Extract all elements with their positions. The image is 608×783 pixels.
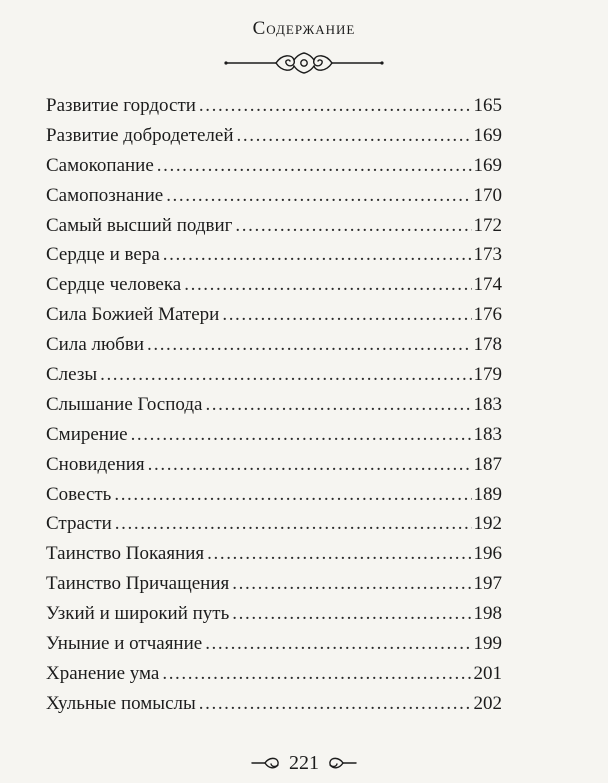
toc-entry-title: Самокопание <box>46 154 154 176</box>
toc-entry <box>46 181 502 211</box>
toc-dot-leader <box>222 300 471 330</box>
toc-entry-page: 189 <box>473 483 502 505</box>
toc-entry-page: 199 <box>473 633 502 655</box>
toc-entry <box>46 151 502 181</box>
page-footer <box>0 748 608 778</box>
toc-entry-page: 169 <box>473 124 502 146</box>
page-header-title: Содержание <box>252 18 356 39</box>
toc-entry <box>46 240 502 270</box>
toc-entry-title: Самопознание <box>46 184 164 206</box>
toc-entry <box>46 659 502 689</box>
toc-entry-title: Сновидения <box>46 453 145 475</box>
toc-entry-title: Таинство Покаяния <box>46 543 205 565</box>
toc-entry <box>46 629 502 659</box>
toc-entry-title: Хульные помыслы <box>46 692 196 714</box>
toc-entry-title: Совесть <box>46 483 112 505</box>
toc-dot-leader <box>115 509 472 539</box>
toc-entry-title: Развитие добродетелей <box>46 124 234 146</box>
toc-entry <box>46 300 502 330</box>
toc-dot-leader <box>205 629 471 659</box>
toc-entry <box>46 330 502 360</box>
toc-dot-leader <box>205 390 471 420</box>
toc-dot-leader <box>237 121 472 151</box>
toc-entry-page: 201 <box>473 662 502 684</box>
toc-entry <box>46 121 502 151</box>
toc-entry <box>46 480 502 510</box>
toc-entry-title: Сердце человека <box>46 274 182 296</box>
toc-entry-title: Слышание Господа <box>46 393 203 415</box>
toc-dot-leader <box>114 480 471 510</box>
toc-entry <box>46 211 502 241</box>
toc-entry-title: Самый высший подвиг <box>46 214 233 236</box>
toc-entry-title: Сердце и вера <box>46 244 160 266</box>
toc-dot-leader <box>207 539 471 569</box>
toc-dot-leader <box>147 330 472 360</box>
toc-dot-leader <box>131 420 472 450</box>
toc-entry-page: 183 <box>473 393 502 415</box>
toc-entry <box>46 360 502 390</box>
scroll-ornament-left-icon <box>251 756 281 770</box>
toc-entry-page: 178 <box>473 334 502 356</box>
toc-entry <box>46 420 502 450</box>
toc-entry <box>46 91 502 121</box>
toc-dot-leader <box>163 240 472 270</box>
toc-entry-page: 165 <box>473 95 502 116</box>
toc-entry <box>46 509 502 539</box>
toc-entry-page: 198 <box>473 603 502 625</box>
toc-entry <box>46 599 502 629</box>
toc-entry <box>46 450 502 480</box>
toc-entry-page: 197 <box>473 573 502 595</box>
toc-entry <box>46 270 502 300</box>
toc-entry <box>46 689 502 719</box>
toc-dot-leader <box>199 91 472 121</box>
toc-entry-title: Смирение <box>46 423 128 445</box>
toc-entry-page: 174 <box>473 274 502 296</box>
toc-dot-leader <box>184 270 471 300</box>
toc-entry-title: Сила любви <box>46 334 144 356</box>
toc-dot-leader <box>232 569 471 599</box>
page-number: 221 <box>289 751 319 774</box>
toc-entry-title: Уныние и отчаяние <box>46 633 203 655</box>
toc-entry-title: Развитие гордости <box>46 95 196 116</box>
toc-entry-page: 179 <box>473 364 502 386</box>
toc-entry-page: 169 <box>473 154 502 176</box>
toc-dot-leader <box>199 689 472 719</box>
toc-dot-leader <box>232 599 471 629</box>
scroll-ornament-right-icon <box>327 756 357 770</box>
toc-entry-page: 173 <box>473 244 502 266</box>
toc-dot-leader <box>157 151 472 181</box>
table-of-contents <box>46 91 502 719</box>
toc-entry-title: Хранение ума <box>46 662 160 684</box>
scroll-ornament-icon <box>224 50 384 76</box>
toc-entry-page: 202 <box>473 692 502 714</box>
toc-entry-title: Таинство Причащения <box>46 573 230 595</box>
toc-dot-leader <box>148 450 472 480</box>
toc-entry-page: 187 <box>473 453 502 475</box>
toc-entry-title: Страсти <box>46 513 112 535</box>
toc-entry-page: 183 <box>473 423 502 445</box>
toc-entry-title: Слезы <box>46 364 98 386</box>
toc-entry <box>46 390 502 420</box>
toc-entry-title: Сила Божией Матери <box>46 304 220 326</box>
toc-dot-leader <box>166 181 471 211</box>
toc-dot-leader <box>100 360 471 390</box>
toc-dot-leader <box>235 211 471 241</box>
toc-entry-title: Узкий и широкий путь <box>46 603 230 625</box>
toc-entry-page: 172 <box>473 214 502 236</box>
toc-entry-page: 196 <box>473 543 502 565</box>
toc-entry-page: 170 <box>473 184 502 206</box>
toc-dot-leader <box>162 659 471 689</box>
toc-entry <box>46 569 502 599</box>
toc-entry <box>46 539 502 569</box>
toc-entry-page: 192 <box>473 513 502 535</box>
toc-entry-page: 176 <box>473 304 502 326</box>
